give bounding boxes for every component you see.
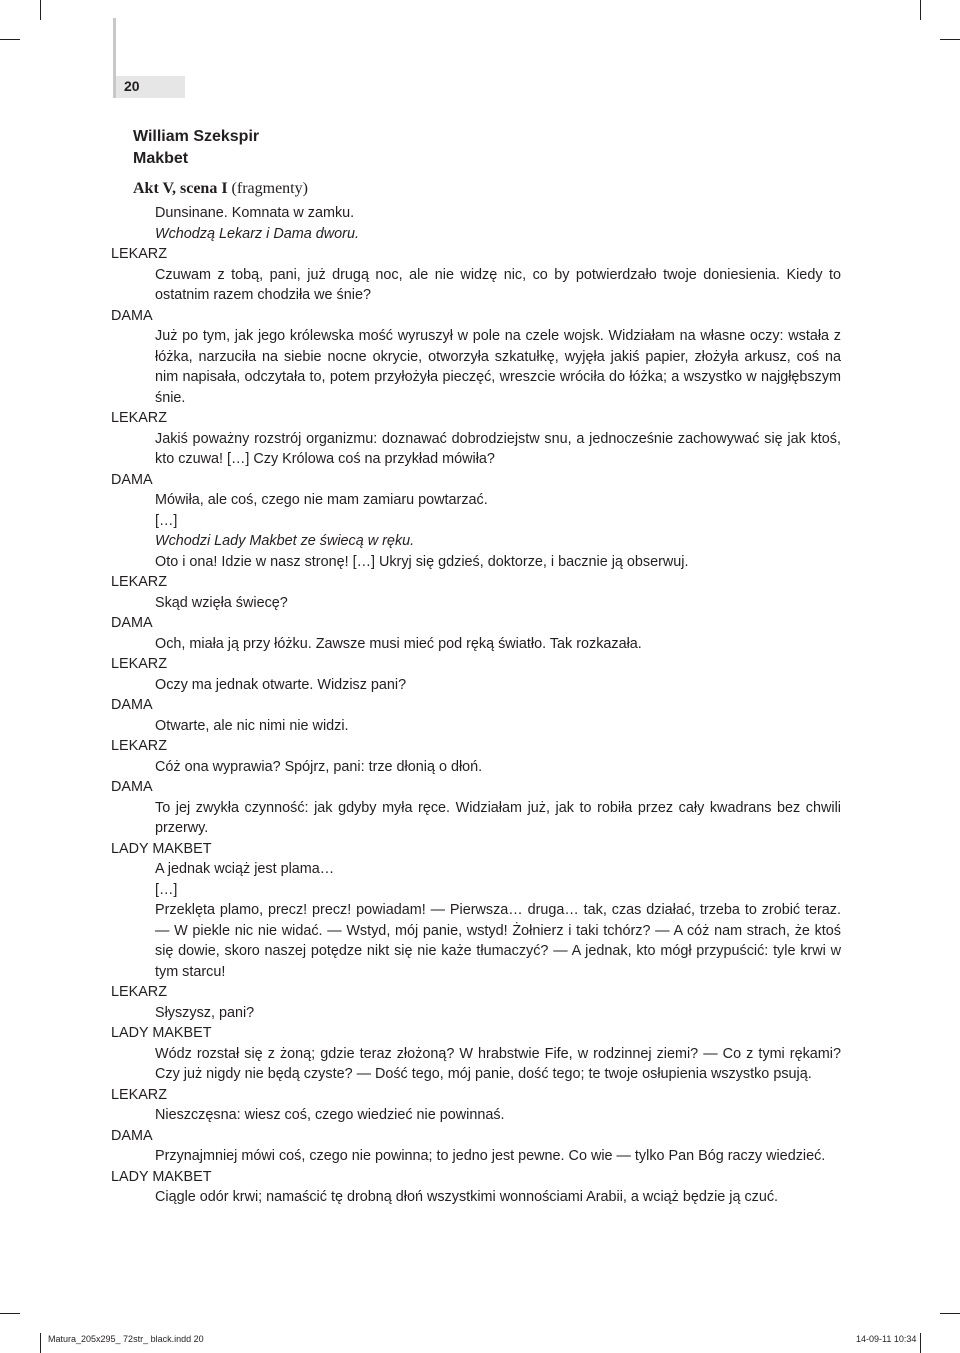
crop-mark	[940, 1313, 960, 1314]
act-scene-heading	[133, 180, 308, 198]
speaker-name: LEKARZ	[111, 1086, 167, 1103]
crop-mark	[0, 1313, 20, 1314]
speaker-name: LEKARZ	[111, 574, 167, 590]
speech-text: […]	[155, 881, 178, 898]
speech-text: Już po tym, jak jego królewska mość wyruszył w pole na czele wojsk. Widziałam na własne oczy: wstała z łóżka, narzuciła na siebie nocne okrycie, otworzyła szkatułkę, wyjęła jakiś papier, złożyła arkusz, coś na nim napisała, odczytała to, potem przyłożyła pieczęć, wreszcie wróciła do łóżka; a wszystko w najgłębszym śnie.	[155, 328, 841, 406]
speaker-name: LADY MAKBET	[111, 1025, 212, 1041]
speaker-name: LADY MAKBET	[111, 840, 212, 857]
script-body	[111, 203, 841, 1208]
speech-text: To jej zwykła czynność: jak gdyby myła ręce. Widziałam już, jak to robiła przez cały kwadrans bez chwili przerwy.	[155, 799, 841, 836]
footer-timestamp: 14-09-11 10:34	[856, 1334, 917, 1344]
speaker-name: LADY MAKBET	[111, 1168, 212, 1185]
speech-text: Czuwam z tobą, pani, już drugą noc, ale nie widzę nic, co by potwierdzało twoje doniesienia. Kiedy to ostatnim razem chodziła we śnie?	[155, 266, 841, 303]
act-scene-label: Akt V, scena I	[133, 180, 228, 197]
speaker-name: DAMA	[111, 615, 153, 631]
speech-text: Och, miała ją przy łóżku. Zawsze musi mieć pod ręką światło. Tak rozkazała.	[155, 635, 642, 652]
speech-text: Słyszysz, pani?	[155, 1004, 255, 1021]
speech-text: Oto i ona! Idzie w nasz stronę! […] Ukryj się gdzieś, doktorze, i bacznie ją obserwuj.	[155, 553, 689, 570]
act-scene-note: (fragmenty)	[227, 180, 308, 197]
speech-text: A jednak wciąż jest plama…	[155, 861, 335, 877]
speaker-name: DAMA	[111, 1127, 153, 1144]
speaker-name: LEKARZ	[111, 984, 167, 1000]
speech-text: Nieszczęsna: wiesz coś, czego wiedzieć nie powinnaś.	[155, 1107, 505, 1123]
crop-mark	[920, 1333, 921, 1353]
author-heading: William Szekspir	[133, 128, 260, 145]
speech-text: […]	[155, 512, 178, 529]
crop-mark	[40, 1333, 41, 1353]
speech-text: Skąd wzięła świecę?	[155, 594, 288, 611]
speech-text: Ciągle odór krwi; namaścić tę drobną dłoń wszystkimi wonnościami Arabii, a wciąż będzie ją czuć.	[155, 1189, 779, 1205]
crop-mark	[940, 39, 960, 40]
speech-text: Oczy ma jednak otwarte. Widzisz pani?	[155, 676, 407, 693]
crop-mark	[0, 39, 20, 40]
speech-text: Przeklęta plamo, precz! precz! powiadam! — Pierwsza… druga… tak, czas działać, trzeba to zrobić teraz. — W piekle nic nie widać. — Wstyd, mój panie, wstyd! Żołnierz i taki tchórz? — A cóż nam strach, że ktoś się dowie, skoro naszej potędze nikt się nie każe tłumaczyć? — A jednak, kto mógł przypuścić: tyle krwi w tym starcu!	[155, 902, 841, 980]
speaker-name: DAMA	[111, 779, 153, 795]
speaker-name: LEKARZ	[111, 410, 167, 426]
speaker-name: LEKARZ	[111, 246, 167, 262]
speaker-name: DAMA	[111, 307, 153, 324]
speech-text: Przynajmniej mówi coś, czego nie powinna; to jedno jest pewne. Co wie — tylko Pan Bóg raczy wiedzieć.	[155, 1148, 826, 1164]
speaker-name: LEKARZ	[111, 738, 167, 754]
margin-rule	[113, 18, 116, 98]
crop-mark	[920, 0, 921, 20]
footer-file-info: Matura_205x295_ 72str_ black.indd 20	[48, 1334, 204, 1344]
stage-direction: Wchodzą Lekarz i Dama dworu.	[155, 225, 359, 242]
stage-direction: Wchodzi Lady Makbet ze świecą w ręku.	[155, 533, 415, 549]
stage-direction: Dunsinane. Komnata w zamku.	[155, 205, 355, 221]
speech-text: Wódz rozstał się z żoną; gdzie teraz złożoną? W hrabstwie Fife, w rodzinnej ziemi? — Co z tymi rękami? Czy już nigdy nie będą czyste? — Dość tego, mój panie, dość tego; te twoje osłupienia wszystko psują.	[155, 1045, 841, 1082]
speaker-name: LEKARZ	[111, 656, 167, 672]
speech-text: Jakiś poważny rozstrój organizmu: doznawać dobrodziejstw snu, a jednocześnie zachowywać się jak ktoś, kto czuwa! […] Czy Królowa coś na przykład mówiła?	[155, 430, 841, 467]
page-number: 20	[124, 78, 140, 94]
speech-text: Mówiła, ale coś, czego nie mam zamiaru powtarzać.	[155, 492, 488, 508]
speech-text: Cóż ona wyprawia? Spójrz, pani: trze dłonią o dłoń.	[155, 758, 483, 775]
crop-mark	[40, 0, 41, 20]
speaker-name: DAMA	[111, 471, 153, 488]
work-title: Makbet	[133, 150, 189, 167]
speaker-name: DAMA	[111, 697, 153, 713]
speech-text: Otwarte, ale nic nimi nie widzi.	[155, 717, 349, 734]
